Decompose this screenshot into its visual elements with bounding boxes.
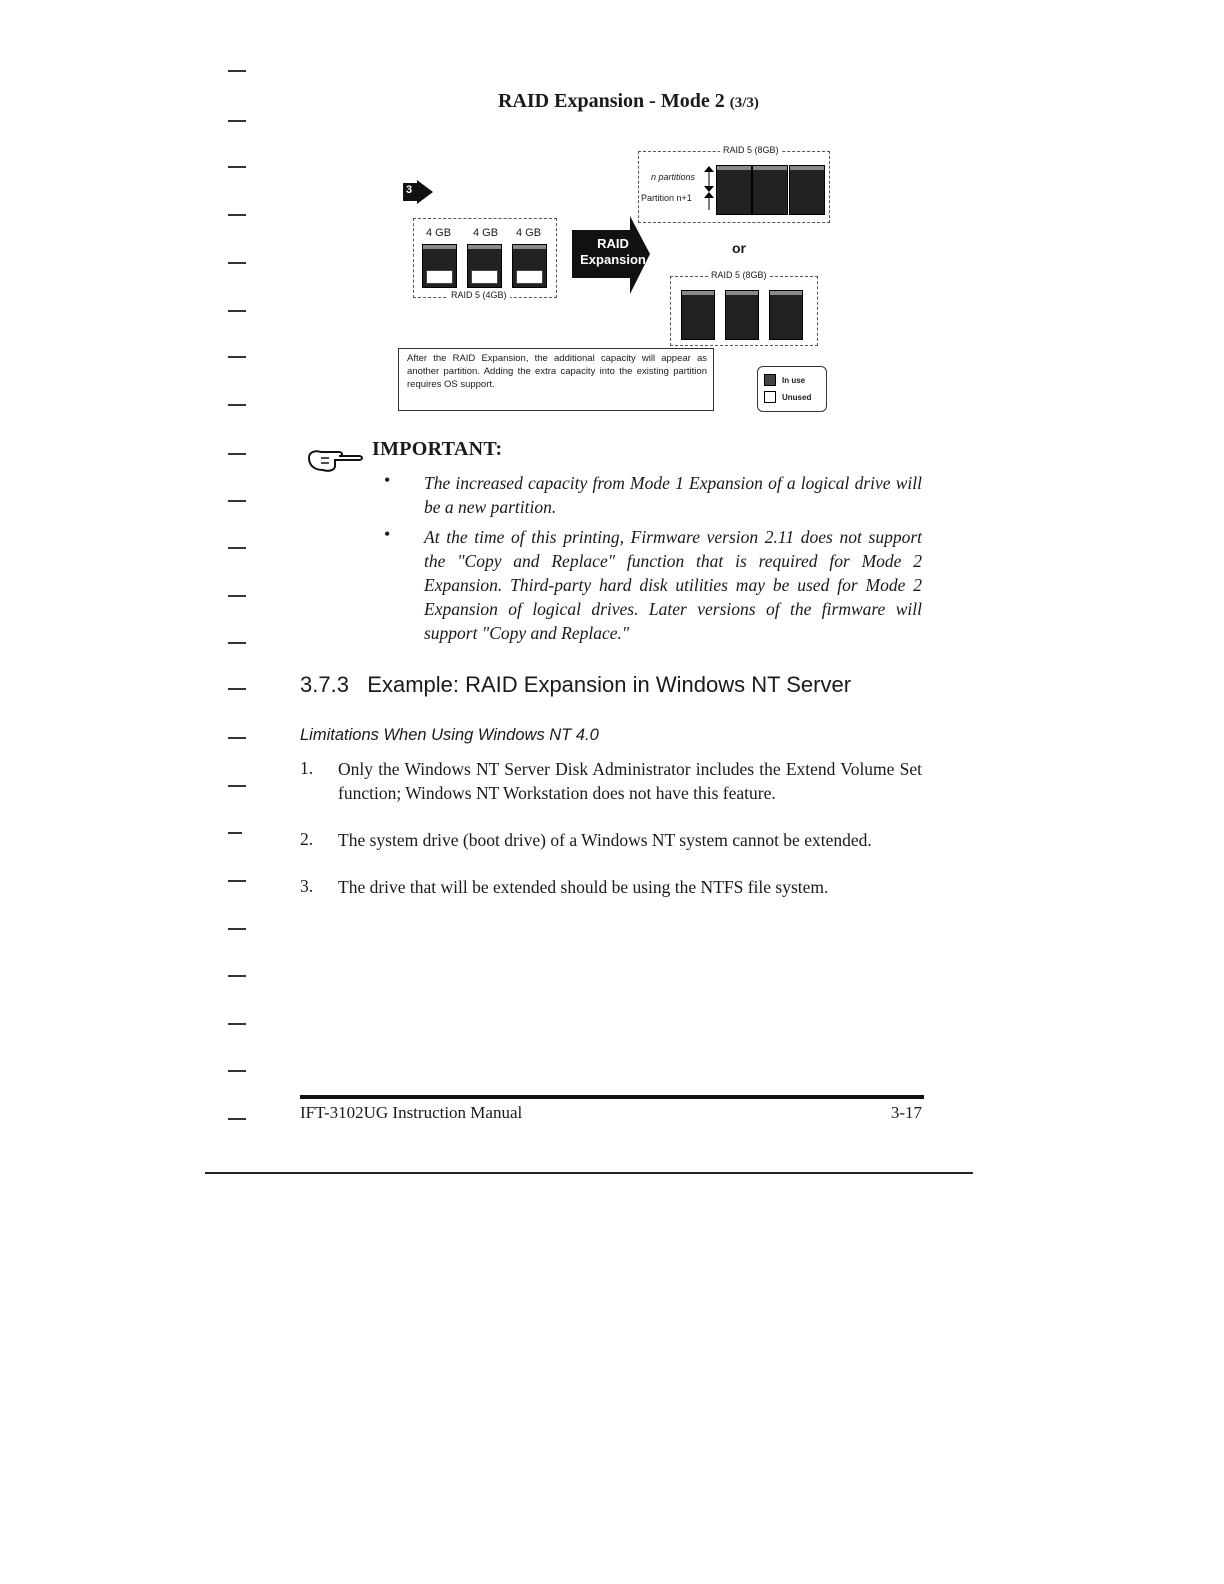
expansion-label bbox=[577, 236, 649, 268]
legend-in-use: In use bbox=[782, 375, 806, 385]
important-bullet-1: The increased capacity from Mode 1 Expansion of a logical drive will be a new partition. bbox=[424, 473, 922, 517]
target-bottom-disk-1 bbox=[681, 290, 715, 340]
source-disk-2 bbox=[467, 244, 502, 288]
section-subtitle: Limitations When Using Windows NT 4.0 bbox=[300, 726, 599, 744]
footer-rule bbox=[300, 1095, 924, 1099]
list-item-2: The system drive (boot drive) of a Windows NT system cannot be extended. bbox=[338, 830, 872, 850]
important-heading: IMPORTANT: bbox=[372, 438, 503, 460]
source-disk-label-2: 4 GB bbox=[473, 227, 499, 239]
figure-note: After the RAID Expansion, the additional capacity will appear as another partition. Adding the extra capacity into the existing partition requires OS support. bbox=[398, 348, 714, 411]
partition-bracket-icon bbox=[704, 166, 714, 210]
section-title: Example: RAID Expansion in Windows NT Server bbox=[367, 672, 852, 697]
list-item-number-2: 2. bbox=[300, 829, 314, 849]
target-bottom-label: RAID 5 (8GB) bbox=[708, 270, 770, 280]
source-disk-label-1: 4 GB bbox=[426, 227, 452, 239]
legend bbox=[757, 366, 827, 412]
target-bottom-disk-2 bbox=[725, 290, 759, 340]
footer-page-number: 3-17 bbox=[890, 1103, 922, 1122]
source-disk-3 bbox=[512, 244, 547, 288]
target-top-disk-2 bbox=[752, 165, 788, 215]
target-bottom-disk-3 bbox=[769, 290, 803, 340]
footer-manual-title: IFT-3102UG Instruction Manual bbox=[300, 1103, 523, 1122]
source-disk-1 bbox=[422, 244, 457, 288]
important-bullet-2: At the time of this printing, Firmware version 2.11 does not support the "Copy and Replace" function that is required for Mode 2 Expansion. Third-party hard disk utilities may be used for Mode 2 Expansion of logical drives. Later versions of the firmware will support "Copy and Replace." bbox=[424, 527, 922, 643]
bullet-marker-1: • bbox=[384, 470, 391, 490]
expansion-label-line2: Expansion bbox=[580, 252, 646, 267]
or-text: or bbox=[732, 240, 746, 256]
unused-swatch-icon bbox=[764, 391, 776, 403]
target-top-disk-1 bbox=[716, 165, 752, 215]
partition-n1-label: Partition n+1 bbox=[641, 193, 692, 203]
source-raid-label: RAID 5 (4GB) bbox=[448, 290, 510, 300]
list-item-3: The drive that will be extended should be using the NTFS file system. bbox=[338, 877, 829, 897]
figure-title-text: RAID Expansion - Mode 2 bbox=[498, 90, 725, 112]
section-number: 3.7.3 bbox=[300, 672, 349, 697]
target-top-label: RAID 5 (8GB) bbox=[720, 145, 782, 155]
figure-title bbox=[498, 90, 759, 113]
list-item-number-3: 3. bbox=[300, 876, 314, 896]
figure-title-fraction: (3/3) bbox=[729, 95, 759, 111]
bullet-marker-2: • bbox=[384, 524, 391, 544]
source-disk-label-3: 4 GB bbox=[516, 227, 542, 239]
list-item-number-1: 1. bbox=[300, 758, 314, 778]
partitions-label: n partitions bbox=[651, 172, 696, 182]
legend-unused: Unused bbox=[782, 392, 812, 402]
expansion-label-line1: RAID bbox=[597, 236, 629, 251]
list-item-1: Only the Windows NT Server Disk Administrator includes the Extend Volume Set function; Windows NT Workstation does not have this feature. bbox=[338, 759, 922, 803]
step-badge bbox=[402, 180, 434, 204]
step-number: 3 bbox=[406, 184, 413, 196]
section-heading bbox=[300, 672, 851, 698]
target-top-disk-3 bbox=[789, 165, 825, 215]
pointing-hand-icon bbox=[305, 444, 363, 474]
bottom-rule bbox=[205, 1172, 973, 1174]
in-use-swatch-icon bbox=[764, 374, 776, 386]
